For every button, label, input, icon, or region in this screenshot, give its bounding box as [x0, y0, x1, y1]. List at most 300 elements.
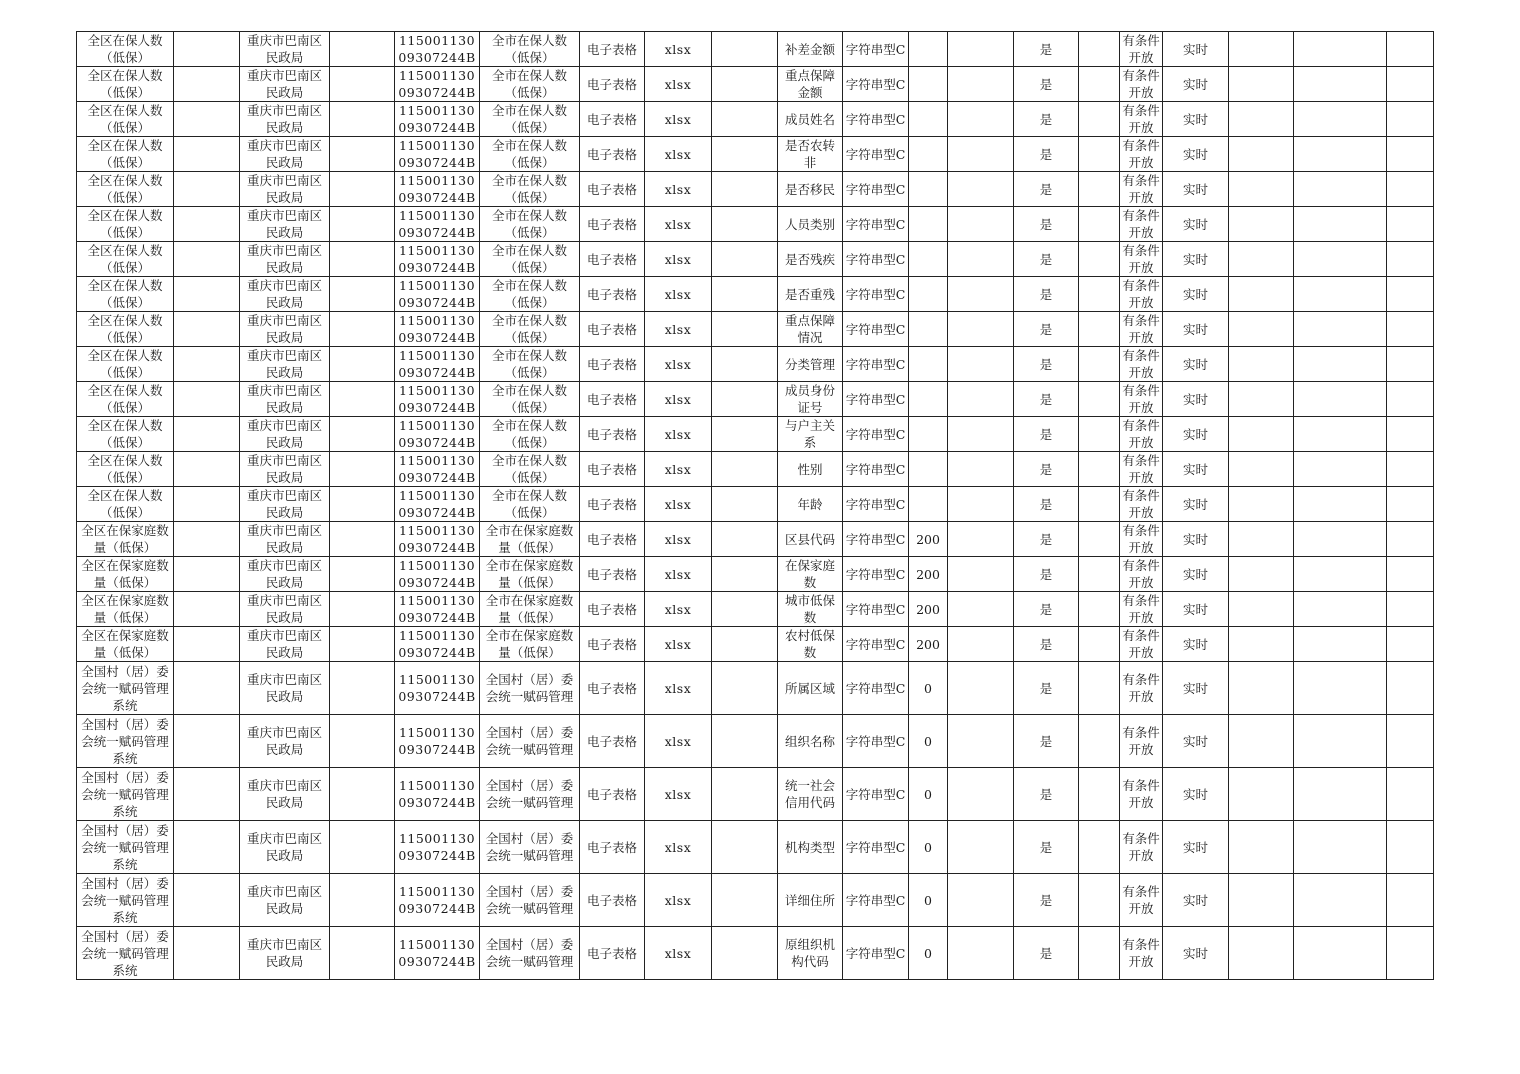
cell-department: 重庆市巴南区民政局 — [240, 207, 330, 242]
table-row — [77, 557, 1434, 592]
cell-open-type: 有条件开放 — [1120, 715, 1163, 768]
cell-extension: xlsx — [645, 242, 712, 277]
table-row — [77, 137, 1434, 172]
cell-empty — [1079, 137, 1120, 172]
cell-empty — [1079, 821, 1120, 874]
cell-empty — [948, 417, 1014, 452]
cell-empty — [712, 172, 778, 207]
cell-format: 电子表格 — [580, 32, 645, 67]
cell-resource-name: 全区在保人数（低保） — [77, 452, 174, 487]
cell-resource-name: 全区在保人数（低保） — [77, 347, 174, 382]
cell-data-type: 字符串型C — [843, 417, 909, 452]
cell-source-system: 全国村（居）委会统一赋码管理 — [480, 821, 580, 874]
cell-empty — [1229, 522, 1294, 557]
cell-empty — [174, 102, 240, 137]
cell-empty — [1294, 32, 1387, 67]
cell-empty — [1294, 662, 1387, 715]
cell-org-code: 11500113009307244B — [395, 382, 480, 417]
cell-department: 重庆市巴南区民政局 — [240, 417, 330, 452]
cell-department: 重庆市巴南区民政局 — [240, 768, 330, 821]
cell-department: 重庆市巴南区民政局 — [240, 874, 330, 927]
cell-length — [909, 207, 948, 242]
cell-empty — [330, 557, 395, 592]
cell-field-name: 是否重残 — [778, 277, 843, 312]
cell-department: 重庆市巴南区民政局 — [240, 102, 330, 137]
cell-format: 电子表格 — [580, 417, 645, 452]
cell-extension: xlsx — [645, 172, 712, 207]
cell-empty — [330, 927, 395, 980]
cell-empty — [948, 662, 1014, 715]
cell-required: 是 — [1014, 277, 1079, 312]
cell-empty — [948, 382, 1014, 417]
cell-empty — [174, 662, 240, 715]
cell-empty — [174, 715, 240, 768]
cell-empty — [330, 172, 395, 207]
cell-field-name: 成员身份证号 — [778, 382, 843, 417]
cell-extension: xlsx — [645, 927, 712, 980]
cell-update-frequency: 实时 — [1163, 347, 1229, 382]
cell-field-name: 分类管理 — [778, 347, 843, 382]
cell-empty — [948, 927, 1014, 980]
cell-required: 是 — [1014, 312, 1079, 347]
cell-data-type: 字符串型C — [843, 592, 909, 627]
cell-empty — [174, 172, 240, 207]
cell-department: 重庆市巴南区民政局 — [240, 312, 330, 347]
cell-required: 是 — [1014, 417, 1079, 452]
cell-resource-name: 全国村（居）委会统一赋码管理系统 — [77, 715, 174, 768]
cell-format: 电子表格 — [580, 312, 645, 347]
cell-empty — [1387, 927, 1434, 980]
cell-empty — [174, 627, 240, 662]
cell-data-type: 字符串型C — [843, 874, 909, 927]
cell-empty — [330, 715, 395, 768]
cell-length: 200 — [909, 592, 948, 627]
cell-empty — [1387, 522, 1434, 557]
cell-length — [909, 32, 948, 67]
cell-empty — [948, 874, 1014, 927]
cell-department: 重庆市巴南区民政局 — [240, 172, 330, 207]
cell-empty — [1294, 557, 1387, 592]
cell-empty — [1387, 102, 1434, 137]
cell-resource-name: 全区在保家庭数量（低保） — [77, 592, 174, 627]
cell-source-system: 全市在保人数（低保） — [480, 32, 580, 67]
cell-open-type: 有条件开放 — [1120, 452, 1163, 487]
cell-empty — [1294, 627, 1387, 662]
cell-required: 是 — [1014, 557, 1079, 592]
cell-data-type: 字符串型C — [843, 242, 909, 277]
cell-extension: xlsx — [645, 557, 712, 592]
cell-empty — [1387, 821, 1434, 874]
cell-required: 是 — [1014, 102, 1079, 137]
cell-length: 0 — [909, 821, 948, 874]
cell-update-frequency: 实时 — [1163, 715, 1229, 768]
cell-format: 电子表格 — [580, 768, 645, 821]
cell-empty — [1229, 32, 1294, 67]
cell-org-code: 11500113009307244B — [395, 277, 480, 312]
table-row — [77, 242, 1434, 277]
cell-empty — [330, 137, 395, 172]
cell-length — [909, 242, 948, 277]
cell-empty — [330, 522, 395, 557]
cell-extension: xlsx — [645, 592, 712, 627]
cell-department: 重庆市巴南区民政局 — [240, 592, 330, 627]
cell-open-type: 有条件开放 — [1120, 67, 1163, 102]
cell-format: 电子表格 — [580, 207, 645, 242]
cell-resource-name: 全区在保人数（低保） — [77, 312, 174, 347]
cell-source-system: 全市在保家庭数量（低保） — [480, 627, 580, 662]
cell-field-name: 是否移民 — [778, 172, 843, 207]
cell-update-frequency: 实时 — [1163, 662, 1229, 715]
cell-length — [909, 417, 948, 452]
cell-open-type: 有条件开放 — [1120, 662, 1163, 715]
cell-resource-name: 全区在保人数（低保） — [77, 417, 174, 452]
cell-department: 重庆市巴南区民政局 — [240, 242, 330, 277]
cell-empty — [712, 277, 778, 312]
cell-empty — [1387, 67, 1434, 102]
cell-required: 是 — [1014, 207, 1079, 242]
cell-empty — [330, 207, 395, 242]
cell-source-system: 全市在保人数（低保） — [480, 102, 580, 137]
cell-empty — [1387, 382, 1434, 417]
cell-empty — [948, 207, 1014, 242]
cell-empty — [174, 557, 240, 592]
cell-empty — [1294, 382, 1387, 417]
cell-org-code: 11500113009307244B — [395, 347, 480, 382]
cell-empty — [712, 347, 778, 382]
cell-empty — [330, 821, 395, 874]
cell-length — [909, 487, 948, 522]
cell-format: 电子表格 — [580, 592, 645, 627]
cell-empty — [712, 67, 778, 102]
cell-empty — [174, 347, 240, 382]
table-row — [77, 522, 1434, 557]
table-row — [77, 312, 1434, 347]
cell-length: 200 — [909, 627, 948, 662]
cell-extension: xlsx — [645, 32, 712, 67]
cell-length: 0 — [909, 662, 948, 715]
cell-empty — [1229, 277, 1294, 312]
cell-source-system: 全国村（居）委会统一赋码管理 — [480, 927, 580, 980]
cell-resource-name: 全区在保家庭数量（低保） — [77, 522, 174, 557]
cell-empty — [948, 347, 1014, 382]
cell-empty — [1387, 207, 1434, 242]
cell-update-frequency: 实时 — [1163, 172, 1229, 207]
table-row — [77, 592, 1434, 627]
cell-empty — [1079, 768, 1120, 821]
cell-empty — [948, 452, 1014, 487]
cell-empty — [1387, 768, 1434, 821]
cell-empty — [174, 32, 240, 67]
cell-empty — [1294, 874, 1387, 927]
cell-empty — [1229, 487, 1294, 522]
cell-required: 是 — [1014, 522, 1079, 557]
cell-empty — [174, 522, 240, 557]
cell-org-code: 11500113009307244B — [395, 627, 480, 662]
cell-length — [909, 137, 948, 172]
cell-org-code: 11500113009307244B — [395, 137, 480, 172]
cell-open-type: 有条件开放 — [1120, 522, 1163, 557]
cell-empty — [330, 417, 395, 452]
cell-empty — [1079, 277, 1120, 312]
cell-extension: xlsx — [645, 821, 712, 874]
cell-format: 电子表格 — [580, 927, 645, 980]
cell-update-frequency: 实时 — [1163, 32, 1229, 67]
cell-empty — [1079, 102, 1120, 137]
cell-org-code: 11500113009307244B — [395, 768, 480, 821]
cell-field-name: 详细住所 — [778, 874, 843, 927]
cell-update-frequency: 实时 — [1163, 102, 1229, 137]
cell-required: 是 — [1014, 172, 1079, 207]
cell-open-type: 有条件开放 — [1120, 557, 1163, 592]
cell-resource-name: 全区在保人数（低保） — [77, 172, 174, 207]
cell-empty — [1229, 592, 1294, 627]
cell-resource-name: 全区在保家庭数量（低保） — [77, 557, 174, 592]
cell-resource-name: 全国村（居）委会统一赋码管理系统 — [77, 768, 174, 821]
cell-empty — [1387, 417, 1434, 452]
cell-required: 是 — [1014, 137, 1079, 172]
cell-empty — [1229, 347, 1294, 382]
cell-empty — [1079, 242, 1120, 277]
cell-empty — [1294, 242, 1387, 277]
cell-length — [909, 277, 948, 312]
cell-department: 重庆市巴南区民政局 — [240, 137, 330, 172]
cell-update-frequency: 实时 — [1163, 452, 1229, 487]
cell-department: 重庆市巴南区民政局 — [240, 522, 330, 557]
cell-required: 是 — [1014, 32, 1079, 67]
cell-field-name: 年龄 — [778, 487, 843, 522]
table-row — [77, 172, 1434, 207]
cell-empty — [1229, 67, 1294, 102]
cell-update-frequency: 实时 — [1163, 768, 1229, 821]
cell-update-frequency: 实时 — [1163, 927, 1229, 980]
cell-empty — [174, 927, 240, 980]
cell-empty — [174, 452, 240, 487]
cell-required: 是 — [1014, 715, 1079, 768]
cell-source-system: 全国村（居）委会统一赋码管理 — [480, 715, 580, 768]
cell-empty — [948, 242, 1014, 277]
cell-update-frequency: 实时 — [1163, 67, 1229, 102]
cell-empty — [330, 627, 395, 662]
cell-empty — [1387, 32, 1434, 67]
cell-empty — [948, 557, 1014, 592]
cell-required: 是 — [1014, 487, 1079, 522]
cell-extension: xlsx — [645, 417, 712, 452]
cell-org-code: 11500113009307244B — [395, 312, 480, 347]
cell-org-code: 11500113009307244B — [395, 557, 480, 592]
cell-empty — [174, 137, 240, 172]
cell-resource-name: 全国村（居）委会统一赋码管理系统 — [77, 662, 174, 715]
cell-empty — [1229, 137, 1294, 172]
cell-resource-name: 全区在保人数（低保） — [77, 102, 174, 137]
cell-empty — [1079, 592, 1120, 627]
cell-extension: xlsx — [645, 207, 712, 242]
cell-empty — [1229, 207, 1294, 242]
cell-format: 电子表格 — [580, 715, 645, 768]
cell-empty — [948, 627, 1014, 662]
cell-empty — [1294, 277, 1387, 312]
cell-data-type: 字符串型C — [843, 67, 909, 102]
cell-department: 重庆市巴南区民政局 — [240, 32, 330, 67]
table-row — [77, 417, 1434, 452]
cell-data-type: 字符串型C — [843, 102, 909, 137]
table-row — [77, 487, 1434, 522]
cell-empty — [1229, 715, 1294, 768]
cell-empty — [1387, 874, 1434, 927]
cell-empty — [1229, 102, 1294, 137]
cell-required: 是 — [1014, 768, 1079, 821]
cell-empty — [948, 821, 1014, 874]
cell-length: 0 — [909, 715, 948, 768]
cell-data-type: 字符串型C — [843, 715, 909, 768]
table-row — [77, 927, 1434, 980]
cell-source-system: 全市在保人数（低保） — [480, 417, 580, 452]
cell-open-type: 有条件开放 — [1120, 207, 1163, 242]
cell-required: 是 — [1014, 927, 1079, 980]
cell-org-code: 11500113009307244B — [395, 452, 480, 487]
cell-update-frequency: 实时 — [1163, 137, 1229, 172]
cell-empty — [330, 347, 395, 382]
cell-resource-name: 全国村（居）委会统一赋码管理系统 — [77, 927, 174, 980]
cell-empty — [712, 715, 778, 768]
cell-empty — [1294, 347, 1387, 382]
cell-empty — [1294, 452, 1387, 487]
cell-data-type: 字符串型C — [843, 557, 909, 592]
cell-extension: xlsx — [645, 874, 712, 927]
cell-empty — [948, 768, 1014, 821]
cell-format: 电子表格 — [580, 242, 645, 277]
cell-required: 是 — [1014, 627, 1079, 662]
cell-extension: xlsx — [645, 137, 712, 172]
cell-org-code: 11500113009307244B — [395, 102, 480, 137]
cell-empty — [1294, 715, 1387, 768]
cell-empty — [712, 927, 778, 980]
cell-required: 是 — [1014, 874, 1079, 927]
cell-open-type: 有条件开放 — [1120, 768, 1163, 821]
cell-open-type: 有条件开放 — [1120, 382, 1163, 417]
cell-format: 电子表格 — [580, 487, 645, 522]
cell-length: 0 — [909, 874, 948, 927]
cell-extension: xlsx — [645, 67, 712, 102]
table-row — [77, 715, 1434, 768]
cell-empty — [1229, 662, 1294, 715]
cell-department: 重庆市巴南区民政局 — [240, 627, 330, 662]
cell-source-system: 全市在保人数（低保） — [480, 312, 580, 347]
cell-data-type: 字符串型C — [843, 207, 909, 242]
cell-format: 电子表格 — [580, 627, 645, 662]
cell-extension: xlsx — [645, 768, 712, 821]
cell-empty — [330, 382, 395, 417]
cell-open-type: 有条件开放 — [1120, 417, 1163, 452]
cell-format: 电子表格 — [580, 874, 645, 927]
cell-empty — [1294, 927, 1387, 980]
cell-open-type: 有条件开放 — [1120, 102, 1163, 137]
cell-length — [909, 312, 948, 347]
cell-empty — [1079, 627, 1120, 662]
cell-empty — [1387, 592, 1434, 627]
cell-empty — [712, 627, 778, 662]
cell-update-frequency: 实时 — [1163, 277, 1229, 312]
cell-empty — [712, 487, 778, 522]
cell-empty — [330, 312, 395, 347]
cell-empty — [712, 768, 778, 821]
cell-update-frequency: 实时 — [1163, 557, 1229, 592]
cell-empty — [1387, 172, 1434, 207]
cell-empty — [174, 768, 240, 821]
cell-org-code: 11500113009307244B — [395, 522, 480, 557]
cell-empty — [1294, 487, 1387, 522]
cell-field-name: 城市低保数 — [778, 592, 843, 627]
cell-empty — [1229, 874, 1294, 927]
cell-extension: xlsx — [645, 347, 712, 382]
cell-empty — [1229, 417, 1294, 452]
cell-field-name: 与户主关系 — [778, 417, 843, 452]
cell-empty — [1079, 67, 1120, 102]
cell-empty — [174, 312, 240, 347]
cell-empty — [712, 592, 778, 627]
cell-empty — [1294, 172, 1387, 207]
table-row — [77, 662, 1434, 715]
cell-open-type: 有条件开放 — [1120, 627, 1163, 662]
cell-empty — [330, 452, 395, 487]
cell-open-type: 有条件开放 — [1120, 487, 1163, 522]
cell-empty — [174, 242, 240, 277]
cell-source-system: 全市在保人数（低保） — [480, 137, 580, 172]
cell-department: 重庆市巴南区民政局 — [240, 67, 330, 102]
cell-data-type: 字符串型C — [843, 137, 909, 172]
table-body — [77, 32, 1434, 980]
cell-update-frequency: 实时 — [1163, 821, 1229, 874]
cell-empty — [948, 32, 1014, 67]
cell-empty — [1229, 312, 1294, 347]
cell-empty — [174, 67, 240, 102]
cell-source-system: 全市在保人数（低保） — [480, 347, 580, 382]
cell-update-frequency: 实时 — [1163, 382, 1229, 417]
cell-empty — [1079, 522, 1120, 557]
cell-extension: xlsx — [645, 487, 712, 522]
cell-empty — [948, 312, 1014, 347]
cell-empty — [1229, 768, 1294, 821]
cell-org-code: 11500113009307244B — [395, 242, 480, 277]
cell-data-type: 字符串型C — [843, 32, 909, 67]
cell-source-system: 全市在保人数（低保） — [480, 277, 580, 312]
cell-format: 电子表格 — [580, 522, 645, 557]
cell-empty — [948, 522, 1014, 557]
cell-source-system: 全市在保家庭数量（低保） — [480, 557, 580, 592]
cell-resource-name: 全区在保人数（低保） — [77, 382, 174, 417]
cell-empty — [174, 821, 240, 874]
cell-field-name: 性别 — [778, 452, 843, 487]
cell-empty — [330, 592, 395, 627]
cell-open-type: 有条件开放 — [1120, 137, 1163, 172]
table-row — [77, 67, 1434, 102]
cell-empty — [1079, 312, 1120, 347]
cell-update-frequency: 实时 — [1163, 207, 1229, 242]
cell-empty — [174, 487, 240, 522]
cell-department: 重庆市巴南区民政局 — [240, 715, 330, 768]
cell-field-name: 在保家庭数 — [778, 557, 843, 592]
cell-empty — [712, 312, 778, 347]
cell-format: 电子表格 — [580, 662, 645, 715]
cell-update-frequency: 实时 — [1163, 417, 1229, 452]
cell-org-code: 11500113009307244B — [395, 715, 480, 768]
cell-format: 电子表格 — [580, 821, 645, 874]
cell-open-type: 有条件开放 — [1120, 592, 1163, 627]
cell-field-name: 重点保障情况 — [778, 312, 843, 347]
cell-empty — [1387, 627, 1434, 662]
cell-org-code: 11500113009307244B — [395, 592, 480, 627]
cell-empty — [1387, 557, 1434, 592]
cell-field-name: 农村低保数 — [778, 627, 843, 662]
